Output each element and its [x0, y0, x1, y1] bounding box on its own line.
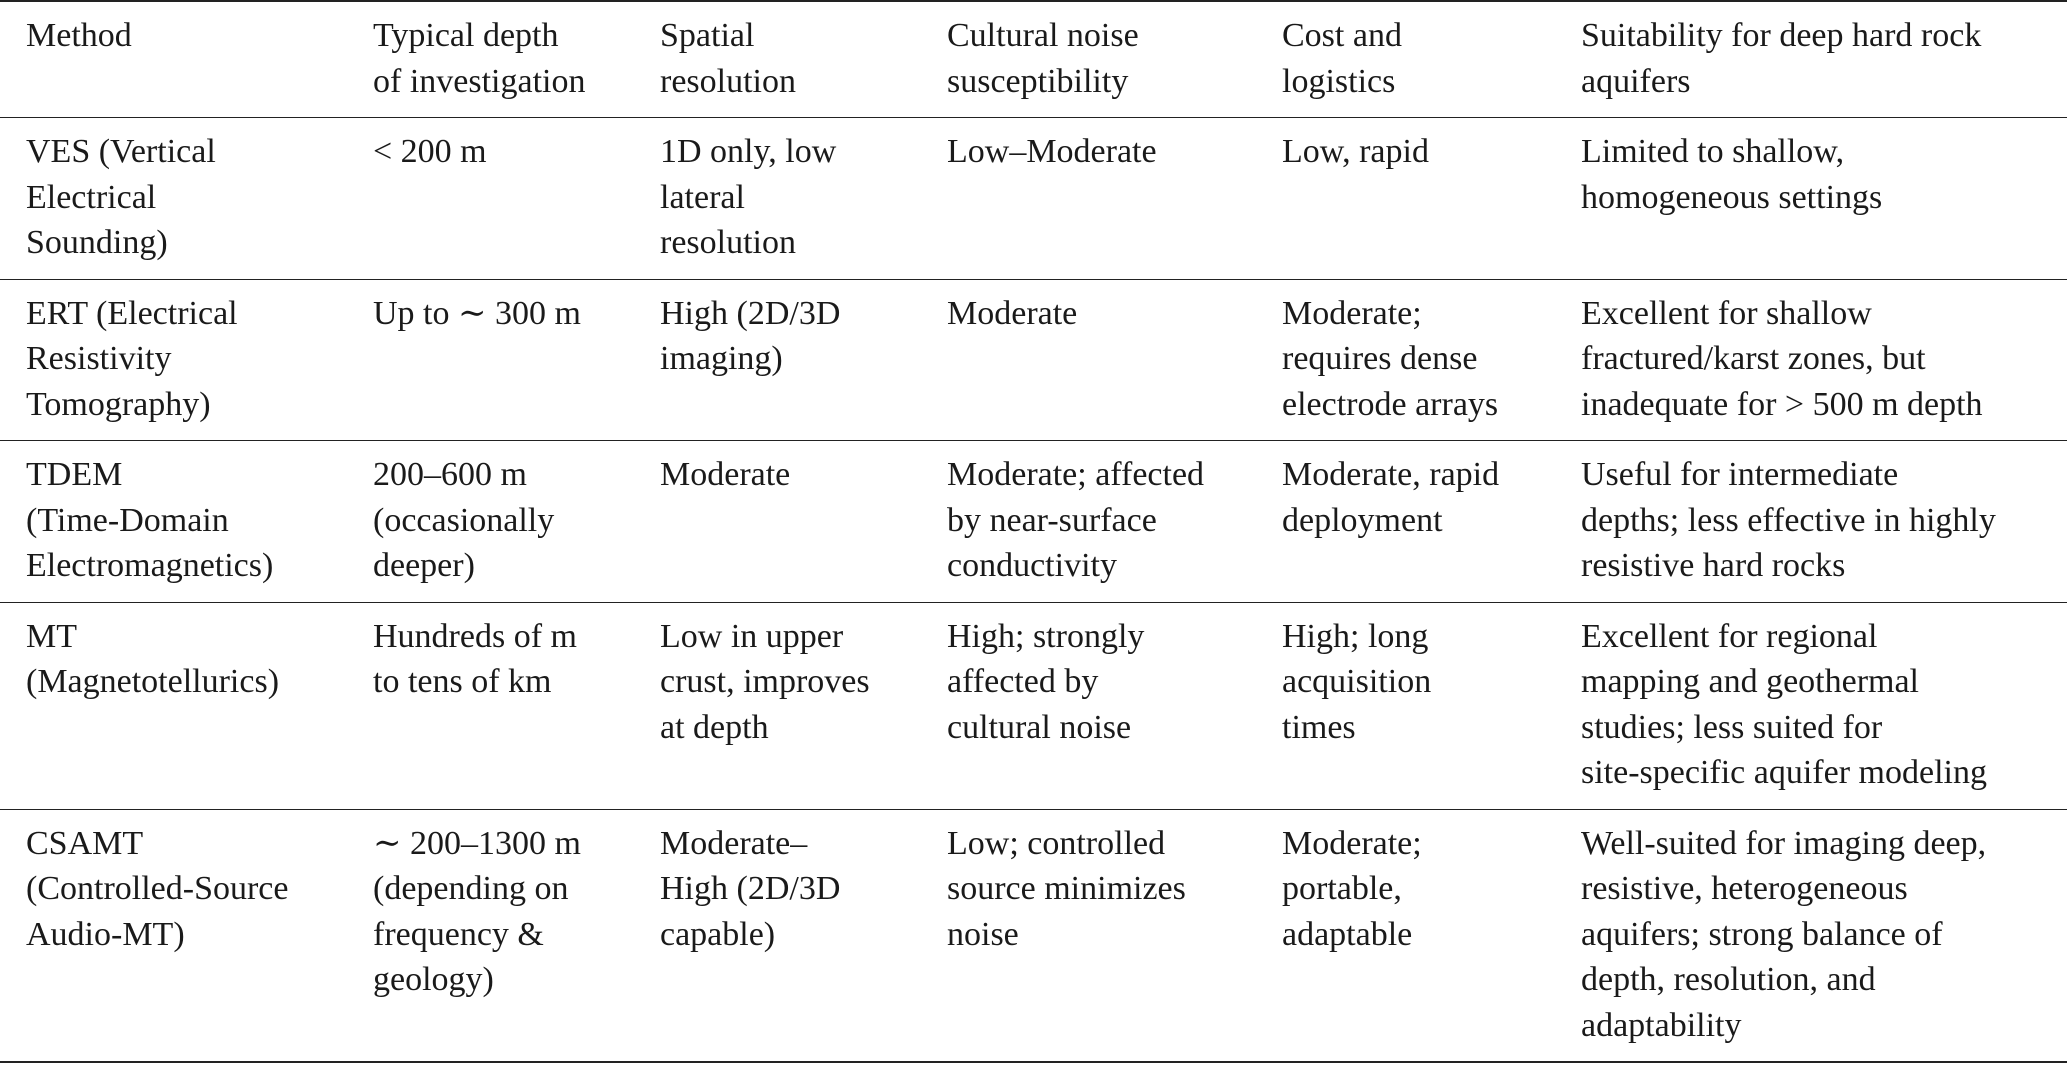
cell-cost: Low, rapid	[1282, 133, 1429, 170]
cell-method: CSAMT (Controlled-Source Audio-MT)	[26, 824, 289, 953]
cell-resolution: 1D only, low lateral resolution	[660, 133, 837, 261]
cell-noise: Low; controlled source minimizes noise	[947, 824, 1186, 953]
cell-cost: Moderate; portable, adaptable	[1282, 824, 1422, 953]
cell-depth: Hundreds of m to tens of km	[373, 617, 577, 700]
cell-depth: 200–600 m (occasionally deeper)	[373, 456, 555, 584]
header-cost: Cost and logistics	[1282, 17, 1402, 100]
cell-method: ERT (Electrical Resistivity Tomography)	[26, 294, 238, 423]
cell-noise: Moderate	[947, 294, 1078, 332]
cell-resolution: High (2D/3D imaging)	[660, 294, 841, 377]
header-method: Method	[26, 17, 132, 54]
header-noise: Cultural noise susceptibility	[947, 17, 1139, 100]
header-suitability: Suitability for deep hard rock aquifers	[1581, 17, 1982, 100]
table-body	[0, 118, 2067, 1063]
cell-cost: Moderate, rapid deployment	[1282, 456, 1500, 539]
cell-method: TDEM (Time-Domain Electromagnetics)	[26, 456, 274, 584]
table-row-mt	[0, 602, 2067, 809]
header-row	[0, 1, 2067, 118]
cell-depth: Up to ∼ 300 m	[373, 294, 581, 332]
cell-suitability: Excellent for shallow fractured/karst zones, but inadequate for > 500 m depth	[1581, 294, 1983, 423]
header-depth: Typical depth of investigation	[373, 17, 586, 100]
cell-suitability: Well-suited for imaging deep, resistive, heterogeneous aquifers; strong balance of depth, resolution, and adaptability	[1581, 824, 1987, 1044]
cell-noise: Moderate; affected by near-surface conductivity	[947, 456, 1205, 584]
header-resolution: Spatial resolution	[660, 17, 796, 100]
cell-suitability: Limited to shallow, homogeneous settings	[1581, 133, 1883, 216]
table-header	[0, 1, 2067, 118]
cell-depth: < 200 m	[373, 133, 487, 170]
cell-noise: High; strongly affected by cultural noise	[947, 617, 1145, 746]
cell-noise: Low–Moderate	[947, 133, 1157, 170]
cell-resolution: Moderate	[660, 456, 791, 493]
cell-cost: Moderate; requires dense electrode arrays	[1282, 294, 1499, 423]
table-row-csamt	[0, 809, 2067, 1062]
cell-method: MT (Magnetotellurics)	[26, 617, 280, 700]
cell-suitability: Excellent for regional mapping and geothermal studies; less suited for site-specific aquifer modeling	[1581, 617, 1987, 791]
cell-depth: ∼ 200–1300 m (depending on frequency & geology)	[373, 824, 581, 998]
cell-suitability: Useful for intermediate depths; less effective in highly resistive hard rocks	[1581, 456, 1996, 584]
cell-cost: High; long acquisition times	[1282, 617, 1432, 746]
cell-resolution: Moderate– High (2D/3D capable)	[660, 824, 841, 953]
table-row-ves	[0, 118, 2067, 280]
table-row-ert	[0, 279, 2067, 441]
cell-resolution: Low in upper crust, improves at depth	[660, 617, 870, 746]
cell-method: VES (Vertical Electrical Sounding)	[26, 133, 216, 261]
table-row-tdem	[0, 441, 2067, 603]
